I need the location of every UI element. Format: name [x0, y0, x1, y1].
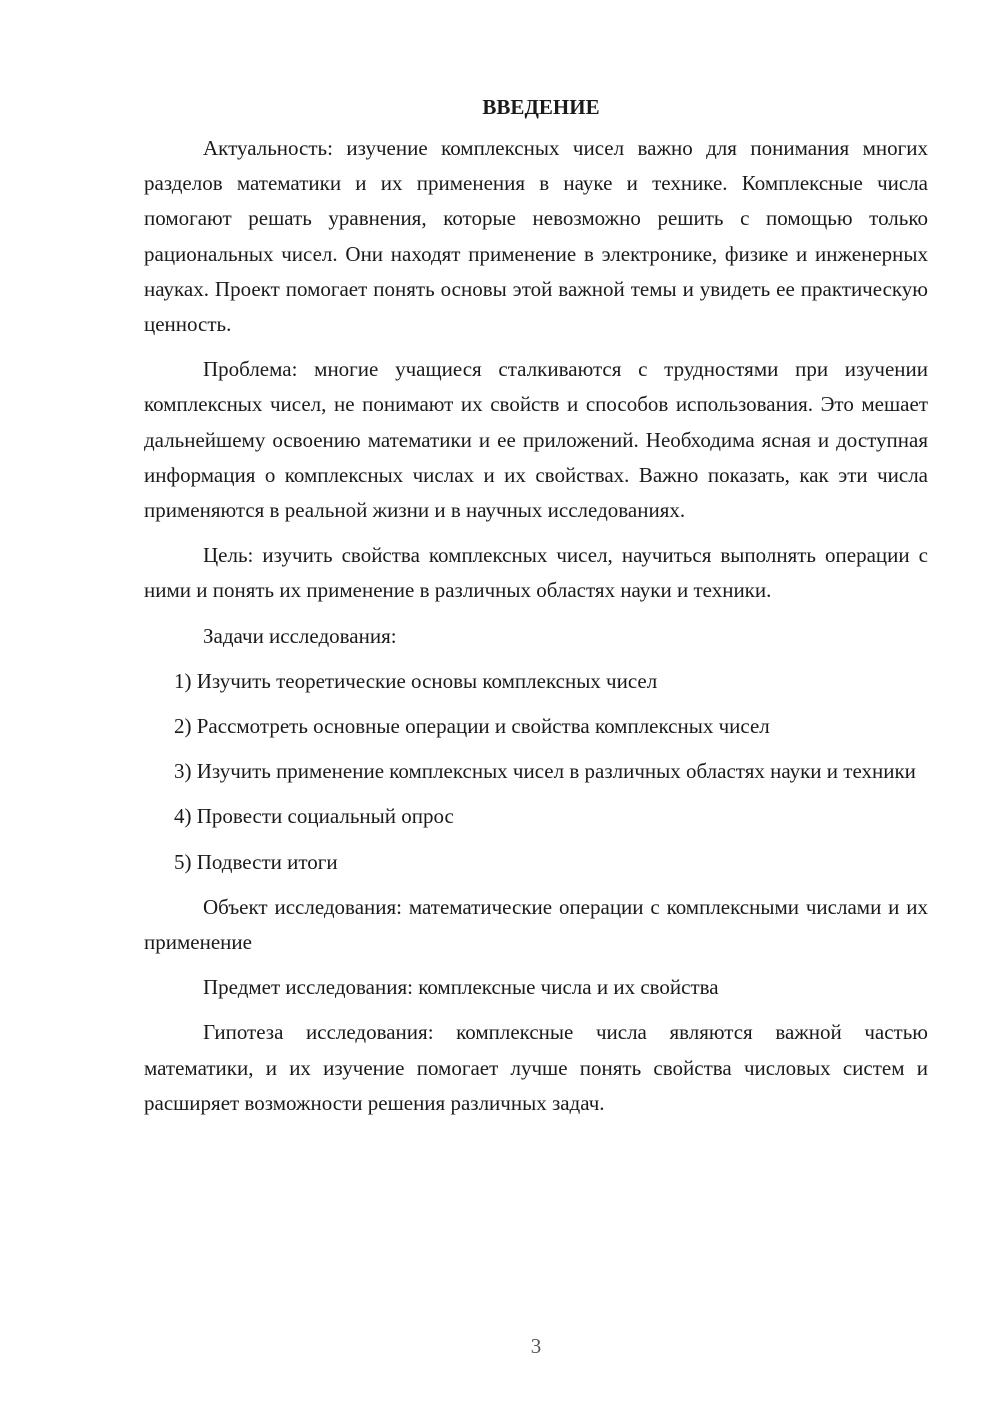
- tasks-heading: Задачи исследования:: [203, 623, 397, 648]
- paragraph-relevance: Актуальность: изучение комплексных чисел важно для понимания многих разделов математики и их применения в науке и технике. Комплексные числа помогают решать уравнения, которые невозможно решить с помощью только рациональных чисел. Они находят применение в электронике, физике и инженерных науках. Проект помогает понять основы этой важной темы и увидеть ее практическую ценность.: [144, 136, 928, 337]
- paragraph-hypothesis: Гипотеза исследования: комплексные числа являются важной частью математики, и их изучение помогает лучше понять свойства числовых систем и расширяет возможности решения различных задач.: [144, 1020, 928, 1115]
- paragraph-problem: Проблема: многие учащиеся сталкиваются с трудностями при изучении комплексных чисел, не понимают их свойств и способов использования. Это мешает дальнейшему освоению математики и ее приложений. Необходима ясная и доступная информация о комплексных числах и их свойствах. Важно показать, как эти числа применяются в реальной жизни и в научных исследованиях.: [144, 357, 928, 523]
- list-item: 5) Подвести итоги: [174, 849, 338, 874]
- list-item: 1) Изучить теоретические основы комплексных чисел: [174, 668, 658, 693]
- page-title: ВВЕДЕНИЕ: [482, 95, 600, 119]
- list-item: 2) Рассмотреть основные операции и свойства комплексных чисел: [174, 714, 770, 739]
- page-number: 3: [530, 1334, 542, 1358]
- paragraph-subject: Предмет исследования: комплексные числа и их свойства: [203, 975, 719, 1000]
- tasks-list: [144, 664, 928, 880]
- list-item: 4) Провести социальный опрос: [174, 804, 454, 829]
- list-item: 3) Изучить применение комплексных чисел в различных областях науки и техники: [174, 759, 916, 784]
- page-content: [144, 90, 928, 1131]
- paragraph-object: Объект исследования: математические операции с комплексными числами и их применение: [144, 894, 928, 955]
- paragraph-goal: Цель: изучить свойства комплексных чисел, научиться выполнять операции с ними и понять их применение в различных областях науки и техники.: [144, 543, 928, 603]
